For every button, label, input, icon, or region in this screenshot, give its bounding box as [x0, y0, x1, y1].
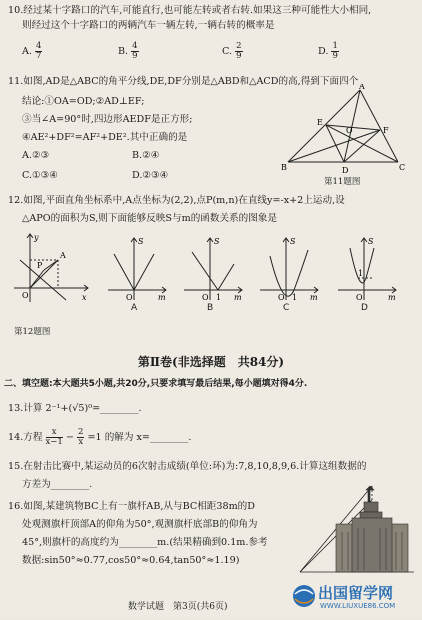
q10-option-c: C. $\frac{2}{9}$ — [222, 41, 242, 61]
q12-figure — [10, 230, 92, 308]
q11-figure — [280, 84, 408, 184]
svg-text:m: m — [388, 293, 396, 302]
label-b: B — [281, 163, 287, 172]
q12-graph-a — [104, 234, 168, 302]
q12-line2: △APO的面积为S,则下面能够反映S与m的函数关系的图象是 — [22, 213, 278, 224]
watermark-logo — [290, 580, 420, 616]
svg-text:O: O — [278, 293, 285, 302]
q12-line1: 12.如图,平面直角坐标系中,A点坐标为(2,2),点P(m,n)在直线y=-x+2上运动,设 — [8, 195, 345, 206]
q14: 14.方程 $\frac{x}{x-1}$ − $\frac{2}{x}$ =1 的解为 x=________. — [8, 427, 192, 447]
q12-label-a: A — [131, 303, 138, 313]
label-d: D — [342, 166, 349, 175]
q11-option-b: B.②④ — [132, 150, 160, 161]
segment-pa — [44, 260, 58, 270]
svg-text:O: O — [356, 293, 363, 302]
q16-line1: 16.如图,某建筑物BC上有一旗杆AB,从与BC相距38m的D — [8, 501, 255, 512]
fill-header: 二、填空题:本大题共5小题,共20分,只要求填写最后结果,每小题填对得4分. — [4, 379, 308, 389]
q16-line3: 45°,则旗杆的高度约为________m.(结果精确到0.1m.参考 — [22, 537, 268, 548]
q12-label-d: D — [361, 303, 368, 313]
q11-line2: 结论:①OA=OD;②AD⊥EF; — [22, 96, 145, 107]
q15-line2: 方差为________. — [22, 479, 93, 490]
q16-figure — [296, 482, 418, 580]
svg-text:1: 1 — [216, 293, 222, 302]
svg-text:1: 1 — [292, 293, 298, 302]
q11-line3: ③当∠A=90°时,四边形AEDF是正方形; — [22, 114, 193, 125]
svg-text:m: m — [310, 293, 318, 302]
svg-text:S: S — [368, 237, 374, 246]
svg-text:S: S — [214, 237, 220, 246]
page-footer: 数学试题 第3页(共6页) — [128, 602, 228, 612]
q12-label-b: B — [207, 303, 214, 313]
q10-option-d: D. $\frac{1}{9}$ — [318, 41, 338, 61]
svg-text:S: S — [138, 237, 144, 246]
watermark-url: WWW.LIUXUE86.COM — [320, 602, 396, 610]
q13: 13.计算 2⁻¹+(√5)⁰=________. — [8, 403, 142, 414]
q12-label-c: C — [283, 303, 290, 313]
label-a: A — [359, 84, 365, 91]
watermark-text: 出国留学网 — [318, 584, 394, 602]
point-p-label: P — [37, 261, 43, 270]
svg-text:S: S — [290, 237, 296, 246]
axis-x-label: x — [82, 293, 87, 302]
q11-option-c: C.①③④ — [22, 170, 58, 181]
q10-line2: 则经过这个十字路口的两辆汽车一辆左转,一辆右转的概率是 — [22, 20, 275, 31]
q10-line1: 10.经过某十字路口的汽车,可能直行,也可能左转或者右转.如果这三种可能性大小相同, — [8, 5, 372, 16]
q10-option-b: B. $\frac{4}{9}$ — [118, 41, 138, 61]
label-f: F — [383, 126, 389, 135]
q10-option-a: A. $\frac{4}{7}$ — [22, 41, 42, 61]
segment-oa — [30, 260, 58, 288]
q11-option-d: D.②③④ — [132, 170, 169, 181]
q11-fig-caption: 第11题图 — [324, 177, 361, 187]
label-e: E — [317, 118, 323, 127]
q11-option-a: A.②③ — [22, 150, 50, 161]
svg-text:1: 1 — [358, 269, 364, 278]
svg-text:m: m — [158, 293, 166, 302]
svg-text:O: O — [202, 293, 209, 302]
q12-graph-d — [334, 234, 398, 302]
q16-line2: 处观测旗杆顶部A的仰角为50°,观测旗杆底部B的仰角为 — [22, 519, 258, 530]
axis-y-label: y — [34, 233, 39, 242]
q11-line1: 11.如图,AD是△ABC的角平分线,DE,DF分别是△ABD和△ACD的高,得到下面四个 — [8, 76, 359, 87]
label-c: C — [399, 163, 406, 172]
q16-line4: 数据:sin50°≈0.77,cos50°≈0.64,tan50°≈1.19) — [22, 555, 240, 566]
origin-label: O — [22, 291, 29, 300]
q15-line1: 15.在射击比赛中,某运动员的6次射击成绩(单位:环)为:7,8,10,8,9,6.计算这组数据的 — [8, 461, 367, 472]
svg-text:O: O — [126, 293, 133, 302]
svg-text:m: m — [234, 293, 242, 302]
point-a-label: A — [60, 251, 66, 260]
q11-line4: ④AE²+DF²=AF²+DE².其中正确的是 — [22, 132, 188, 143]
q12-graph-c — [256, 234, 320, 302]
part2-title: 第Ⅱ卷(非选择题 共84分) — [137, 355, 285, 369]
label-o: O — [346, 126, 353, 135]
q12-fig-caption: 第12题图 — [14, 327, 51, 337]
side-ac — [360, 90, 398, 162]
q12-graph-b — [180, 234, 244, 302]
